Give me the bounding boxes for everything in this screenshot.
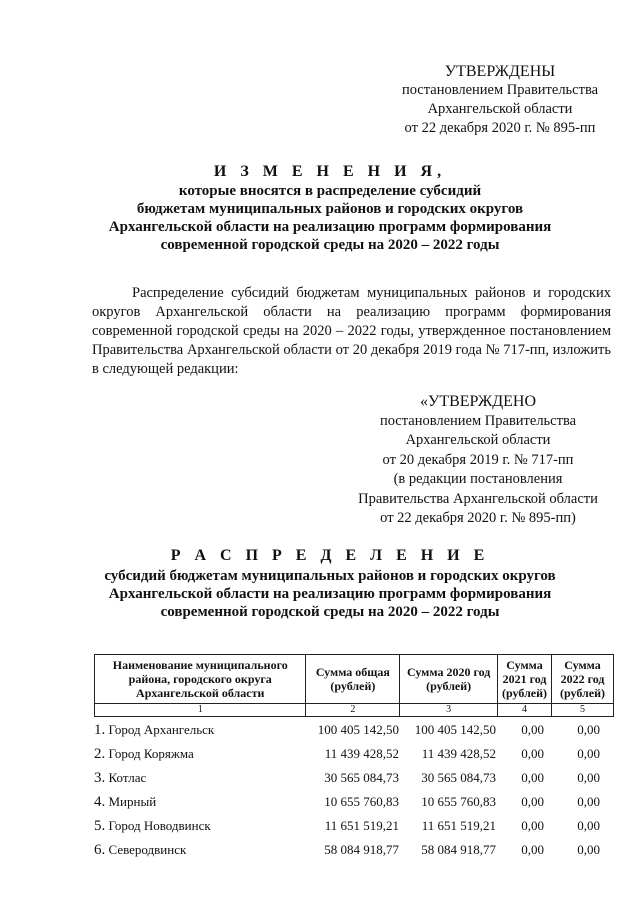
table-row <box>80 838 620 862</box>
distribution-heading: Р А С П Р Е Д Е Л Е Н И Е <box>170 547 490 564</box>
table-row <box>80 742 620 766</box>
approval-line: постановлением Правительства <box>401 82 599 98</box>
changes-title-block <box>60 163 600 254</box>
changes-subtitle-line: которые вносятся в распределение субсидий <box>178 183 482 199</box>
row-index: 2. <box>94 746 106 762</box>
row-municipality: Мирный <box>108 794 157 809</box>
row-2021: 0,00 <box>521 794 544 809</box>
approval2-line: Правительства Архангельской области <box>358 490 598 507</box>
approval2-line: от 20 декабря 2019 г. № 717-пп <box>382 451 574 468</box>
row-2020: 30 565 084,73 <box>421 770 496 785</box>
distribution-table-header <box>94 654 614 717</box>
distribution-subtitle-line: субсидий бюджетам муниципальных районов и городских округов <box>104 568 556 584</box>
column-number: 5 <box>552 704 614 717</box>
row-2022: 0,00 <box>577 746 600 761</box>
approval2-line: постановлением Правительства <box>379 412 577 429</box>
row-2022: 0,00 <box>577 770 600 785</box>
row-total: 100 405 142,50 <box>317 722 399 737</box>
approval-stamp-quoted <box>340 392 616 529</box>
row-index: 5. <box>94 818 106 834</box>
row-2020: 58 084 918,77 <box>421 842 496 857</box>
row-total: 11 651 519,21 <box>324 818 399 833</box>
row-index: 3. <box>94 770 106 786</box>
table-column-number-row <box>95 704 614 717</box>
row-2021: 0,00 <box>521 818 544 833</box>
row-2022: 0,00 <box>577 818 600 833</box>
row-2022: 0,00 <box>577 794 600 809</box>
body-paragraph: Распределение субсидий бюджетам муниципальных районов и городских округов Архангельской области на реализацию программ формирования современной городской среды на 2020 – 2022 годы, утвержденное постановлением Правительства Архангельской области от 20 декабря 2019 года № 717-пп, изложить в следующей редакции: <box>92 285 611 377</box>
row-2020: 11 439 428,52 <box>421 746 496 761</box>
row-municipality: Город Коряжма <box>108 746 194 761</box>
row-name-cell <box>94 842 186 859</box>
row-name-cell <box>94 746 194 763</box>
column-number: 4 <box>498 704 552 717</box>
distribution-table-body <box>80 718 620 862</box>
row-2021: 0,00 <box>521 842 544 857</box>
row-2020: 10 655 760,83 <box>421 794 496 809</box>
table-row <box>80 790 620 814</box>
row-index: 4. <box>94 794 106 810</box>
approval-line: от 22 декабря 2020 г. № 895-пп <box>404 120 596 136</box>
header-municipality: Наименование муниципального района, городского округа Архангельской области <box>95 655 306 704</box>
table-header-row <box>95 655 614 704</box>
row-municipality: Город Новодвинск <box>108 818 211 833</box>
row-total: 10 655 760,83 <box>324 794 399 809</box>
row-index: 1. <box>94 722 106 738</box>
row-index: 6. <box>94 842 106 858</box>
changes-subtitle-line: бюджетам муниципальных районов и городских округов <box>136 201 524 217</box>
approval-stamp <box>380 62 620 138</box>
header-total: Сумма общая (рублей) <box>306 655 400 704</box>
approval2-line: от 22 декабря 2020 г. № 895-пп) <box>380 510 576 526</box>
column-number: 3 <box>400 704 498 717</box>
approval2-line: Архангельской области <box>405 432 551 448</box>
row-name-cell <box>94 770 146 787</box>
column-number: 1 <box>95 704 306 717</box>
approval-line: Архангельской области <box>427 101 573 117</box>
distribution-subtitle-line: современной городской среды на 2020 – 2022 годы <box>160 604 500 620</box>
row-name-cell <box>94 794 156 811</box>
row-2020: 11 651 519,21 <box>421 818 496 833</box>
row-name-cell <box>94 818 211 835</box>
row-name-cell <box>94 722 214 739</box>
header-2020: Сумма 2020 год (рублей) <box>400 655 498 704</box>
row-2021: 0,00 <box>521 770 544 785</box>
header-2021: Сумма 2021 год (рублей) <box>498 655 552 704</box>
changes-heading: И З М Е Н Е Н И Я, <box>213 163 447 180</box>
row-2021: 0,00 <box>521 722 544 737</box>
row-total: 30 565 084,73 <box>324 770 399 785</box>
row-municipality: Котлас <box>108 770 147 785</box>
distribution-subtitle-line: Архангельской области на реализацию программ формирования <box>108 586 552 602</box>
row-2020: 100 405 142,50 <box>414 722 496 737</box>
changes-subtitle-line: современной городской среды на 2020 – 2022 годы <box>160 237 500 253</box>
row-2022: 0,00 <box>577 842 600 857</box>
approval-title: УТВЕРЖДЕНЫ <box>444 63 556 80</box>
approval2-line: (в редакции постановления <box>393 471 563 487</box>
row-2022: 0,00 <box>577 722 600 737</box>
row-municipality: Северодвинск <box>108 842 187 857</box>
row-total: 58 084 918,77 <box>324 842 399 857</box>
approval2-title: «УТВЕРЖДЕНО <box>419 393 536 410</box>
header-2022: Сумма 2022 год (рублей) <box>552 655 614 704</box>
table-row <box>80 718 620 742</box>
row-2021: 0,00 <box>521 746 544 761</box>
row-municipality: Город Архангельск <box>108 722 215 737</box>
column-number: 2 <box>306 704 400 717</box>
table-row <box>80 814 620 838</box>
table-row <box>80 766 620 790</box>
row-total: 11 439 428,52 <box>324 746 399 761</box>
changes-subtitle-line: Архангельской области на реализацию программ формирования <box>108 219 552 235</box>
distribution-title-block <box>60 547 600 621</box>
